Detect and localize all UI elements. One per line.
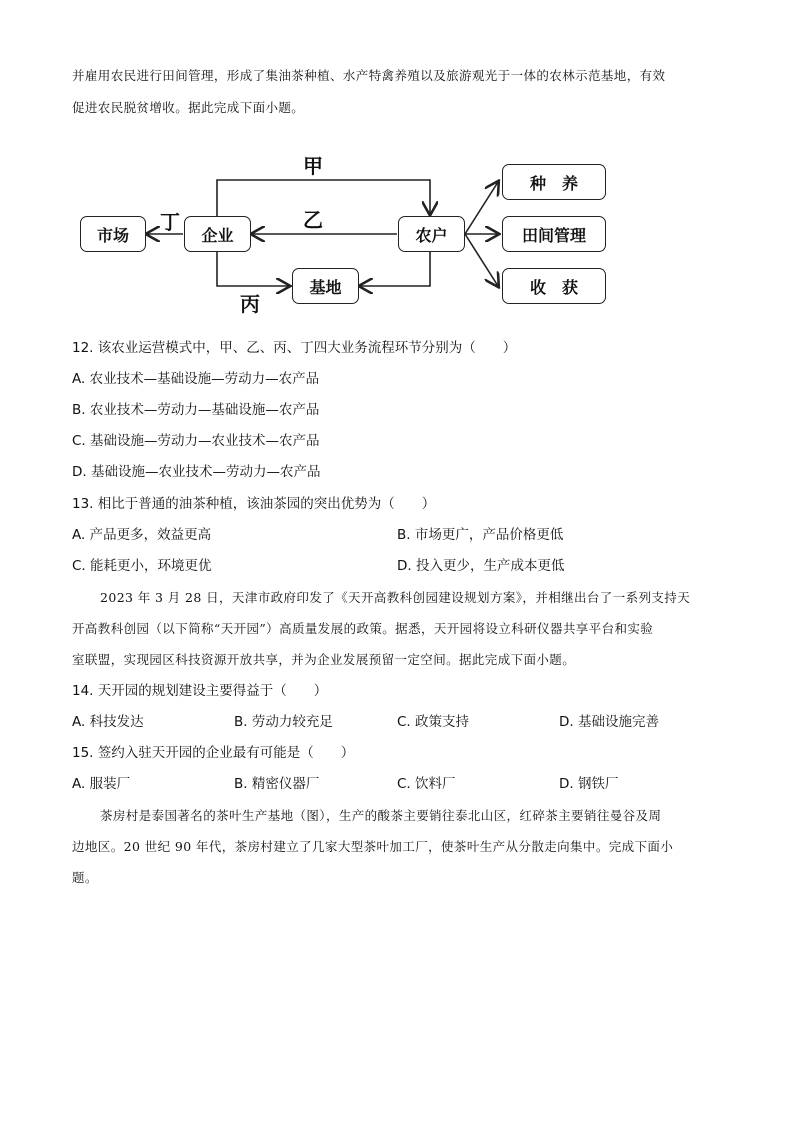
q14-stem: 14. 天开园的规划建设主要得益于（ ） (72, 683, 328, 699)
q12-option-c[interactable]: C. 基础设施—劳动力—农业技术—农产品 (72, 433, 320, 449)
q14-option-d[interactable]: D. 基础设施完善 (559, 714, 659, 730)
field-management-box: 田间管理 (502, 216, 606, 252)
market-box: 市场 (80, 216, 146, 252)
intro2-line2: 开高教科创园（以下简称“天开园”）高质量发展的政策。据悉，天开园将设立科研仪器共享平台和实验 (72, 621, 654, 636)
intro2-line3: 室联盟，实现园区科技资源开放共享，并为企业发展预留一定空间。据此完成下面小题。 (72, 652, 576, 667)
q15-option-c[interactable]: C. 饮料厂 (397, 776, 456, 792)
intro3-line3: 题。 (72, 870, 98, 885)
intro3-line2: 边地区。20 世纪 90 年代，茶房村建立了几家大型茶叶加工厂，使茶叶生产从分散走向集中。完成下面小 (72, 839, 674, 854)
q12-option-a[interactable]: A. 农业技术—基础设施—劳动力—农产品 (72, 371, 320, 387)
q14-option-c[interactable]: C. 政策支持 (397, 714, 470, 730)
plant-box: 种 养 (502, 164, 606, 200)
farmer-box: 农户 (398, 216, 465, 252)
q13-option-a[interactable]: A. 产品更多，效益更高 (72, 527, 212, 543)
label-yi: 乙 (303, 208, 323, 232)
q15-option-b[interactable]: B. 精密仪器厂 (234, 776, 320, 792)
intro2-line1: 2023 年 3 月 28 日，天津市政府印发了《天开高教科创园建设规划方案》，并相继出台了一系列支持天 (100, 590, 691, 605)
q13-option-b[interactable]: B. 市场更广，产品价格更低 (397, 527, 564, 543)
harvest-box: 收 获 (502, 268, 606, 304)
q14-option-a[interactable]: A. 科技发达 (72, 714, 144, 730)
q13-stem: 13. 相比于普通的油茶种植，该油茶园的突出优势为（ ） (72, 496, 436, 512)
arrow-to-harvest (465, 234, 498, 286)
arrow-to-plant (465, 182, 498, 234)
label-ding: 丁 (160, 210, 180, 234)
intro3-line1: 茶房村是泰国著名的茶叶生产基地（图），生产的酸茶主要销往泰北山区，红碎茶主要销往曼谷及周 (100, 808, 662, 823)
arrow-farmer-base (360, 252, 430, 286)
q12-stem: 12. 该农业运营模式中，甲、乙、丙、丁四大业务流程环节分别为（ ） (72, 340, 517, 356)
q12-option-d[interactable]: D. 基础设施—农业技术—劳动力—农产品 (72, 464, 321, 480)
q13-option-d[interactable]: D. 投入更少，生产成本更低 (397, 558, 565, 574)
enterprise-box: 企业 (184, 216, 251, 252)
label-bing: 丙 (240, 292, 260, 316)
q15-stem: 15. 签约入驻天开园的企业最有可能是（ ） (72, 745, 355, 761)
q13-option-c[interactable]: C. 能耗更小，环境更优 (72, 558, 212, 574)
arrow-jia (217, 180, 430, 217)
q15-option-d[interactable]: D. 钢铁厂 (559, 776, 619, 792)
q12-option-b[interactable]: B. 农业技术—劳动力—基础设施—农产品 (72, 402, 320, 418)
q15-option-a[interactable]: A. 服装厂 (72, 776, 131, 792)
q14-option-b[interactable]: B. 劳动力较充足 (234, 714, 333, 730)
label-jia: 甲 (303, 154, 323, 178)
intro1-line1: 并雇用农民进行田间管理，形成了集油茶种植、水产特禽养殖以及旅游观光于一体的农林示范基地，有效 (72, 68, 666, 83)
business-flow-diagram (70, 150, 630, 316)
base-box: 基地 (292, 268, 359, 304)
intro1-line2: 促进农民脱贫增收。据此完成下面小题。 (72, 100, 305, 115)
arrow-bing (217, 252, 289, 286)
